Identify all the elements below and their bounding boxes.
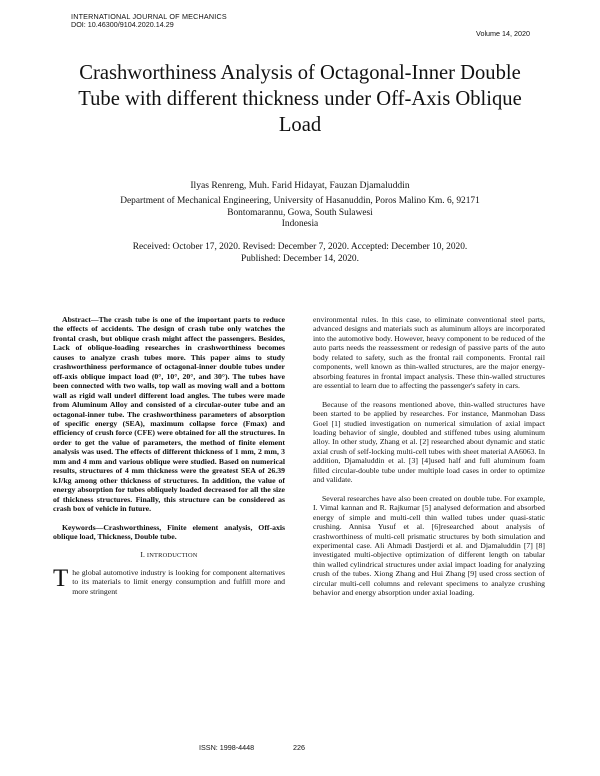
affiliation-line-3: Indonesia <box>281 219 319 230</box>
body-paragraph-1: environmental rules. In this case, to eliminate conventional steel parts, advanced designs and materials such as aluminum alloys are incorporated into the automotive body. However, heavy component to be reduced of the auto parts needs the reassessment or redesign of passive parts of the auto body related to safety, such as the frontal rail components. Frontal rail components, well known as thin-walled structures, are the major energy-absorbing features in frontal impact analysis. These thin-walled structures are essential to learn due to affecting the passenger's safety in cars. <box>313 315 545 391</box>
issn-footer: ISSN: 1998-4448 <box>199 743 255 752</box>
right-column <box>313 315 545 598</box>
body-paragraph-3: Several researches have also been created on double tube. For example, I. Vimal kannan and R. Rajkumar [5] analysed deformation and absorbed energy of simple and multi-cell thin walled tubes under quasi-static crushing. Annisa Yusuf et al. [6]researched about analysis of crashworthiness of multi-cell prismatic structures by both simulation and experimental case. Ali Ahmadi Dastjerdi et al. and Djamaluddin [7] [8] investigated multi-objective optimization of different length on tabular thin walled cylindrical structures under axial impact loading for analyzing crush of the tubes. Xiong Zhang and Hui Zhang [9] used cross section of circular multi-cell columns and relevant specimens to analyze crushing behavior and energy absorption under axial loading. <box>313 493 545 598</box>
dates-line-2: Published: December 14, 2020. <box>241 254 359 264</box>
drop-cap: T <box>53 564 69 592</box>
affiliation-line-2: Bontomarannu, Gowa, South Sulawesi <box>227 207 373 218</box>
abstract: Abstract—The crash tube is one of the important parts to reduce the effects of accidents. The design of crash tube only watches the frontal crash, but oblique crash might affect the passengers. Besides, Lack of oblique-loading researches in crashworthiness becomes causes to analyze crash tubes more. This paper aims to study crashworthiness performance of octagonal-inner double tubes under off-axis oblique impact load (0°, 10°, 20°, and 30°). The tubes have been connected with two walls, top wall as moving wall and a bottom wall as rigid wall underl different load angles. The tubes were made from Aluminum Alloy and consisted of a circular-outer tube and an octagonal-inner tube. The crashworthiness parameters of absorption of specific energy (SEA), maximum collapse force (Fmax) and efficiency of crush force (CFE) were obtained for all the structures. In order to get the value of parameters, the method of finite element analysis was used. The effects of different thickness of 1 mm, 2 mm, 3 mm and 4 mm and various oblique were studied. Based on numerical results, structures of 4 mm thickness were the greatest SEA of 26.39 kJ/kg among other thickness of structures. In addition, the value of energy absorption for tubes obliquely loaded decreased for all the size of thickness structures. Finally, this structure can be considered as crash box of vehicle in future. <box>53 315 285 514</box>
dates-line-1: Received: October 17, 2020. Revised: December 7, 2020. Accepted: December 10, 2020. <box>132 242 468 252</box>
intro-text: he global automotive industry is looking for component alternatives to its materials to limit energy consumption and fulfill more and more stringent <box>72 567 285 596</box>
publication-dates <box>70 241 530 265</box>
volume-label: Volume 14, 2020 <box>476 29 530 38</box>
intro-paragraph <box>53 564 285 596</box>
left-column <box>53 315 285 596</box>
affiliation-line-1: Department of Mechanical Engineering, University of Hasanuddin, Poros Malino Km. 6, 92171 <box>120 196 480 206</box>
section-heading <box>53 550 285 560</box>
section-title: INTRODUCTION <box>146 552 198 560</box>
page-number: 226 <box>293 743 305 752</box>
journal-name: INTERNATIONAL JOURNAL OF MECHANICS <box>71 12 227 21</box>
keywords: Keywords—Crashworthiness, Finite element analysis, Off-axis oblique load, Thickness, Double tube. <box>53 522 285 541</box>
body-paragraph-2: Because of the reasons mentioned above, thin-walled structures have been started to be applied by researches. For instance, Manmohan Dass Goel [1] studied investigation on numerical simulation of axial impact loading behavior of single, doubled and stiffened tubes using aluminum alloy. In other study, Zhang et al. [2] researched about dynamic and static axial crush of self-locking multi-cell tubes with sheet material AA6063. In addition, Djamaluddin et al. [3] [4]used half and full aluminum foam filled circular-double tube under multiple load cases in order to optimize and validate. <box>313 399 545 485</box>
affiliation <box>70 196 530 231</box>
doi-line: DOI: 10.46300/9104.2020.14.29 <box>71 20 174 29</box>
author-list: Ilyas Renreng, Muh. Farid Hidayat, Fauzan Djamaluddin <box>190 180 410 191</box>
paper-title: Crashworthiness Analysis of Octagonal-Inner Double Tube with different thickness under Off-Axis Oblique Load <box>78 62 522 136</box>
section-number: I. <box>140 550 147 560</box>
